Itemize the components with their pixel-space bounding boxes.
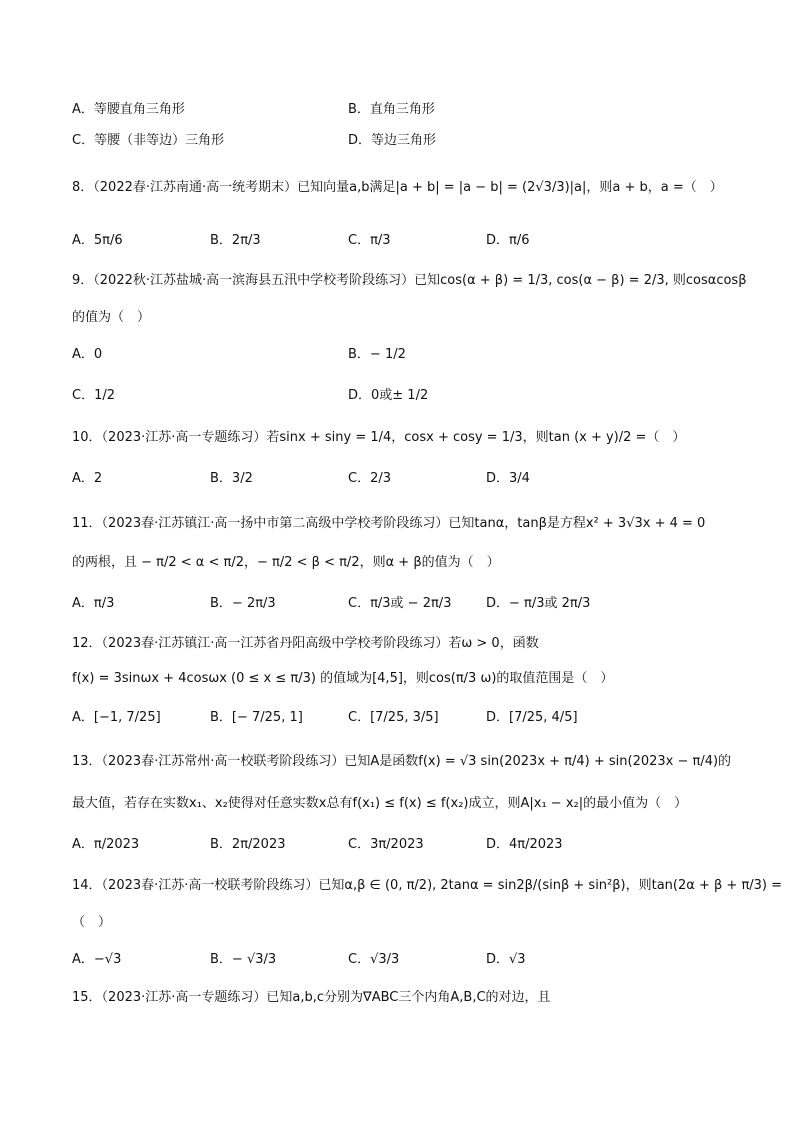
q11-option-c[interactable]: C．π/3或 − 2π/3 [348,596,452,611]
q10-option-a[interactable]: A．2 [72,471,103,486]
q12-option-c[interactable]: C．[7/25, 3/5] [348,710,439,725]
q9-option-a[interactable]: A．0 [72,347,103,362]
q10-option-d[interactable]: D．3/4 [486,471,530,486]
q15-stem: 15．（2023·江苏·高一专题练习）已知a,b,c分别为∇ABC三个内角A,B,C的对边，且 [72,990,551,1005]
q8-option-d[interactable]: D．π/6 [486,233,530,248]
q7-option-c[interactable]: C．等腰（非等边）三角形 [72,133,225,148]
q9-option-d[interactable]: D．0或± 1/2 [348,388,429,403]
q14-stem-cont: （ ） [72,915,112,930]
q12-option-a[interactable]: A．[−1, 7/25] [72,710,161,725]
q11-option-b[interactable]: B．− 2π/3 [210,596,276,611]
q10-option-b[interactable]: B．3/2 [210,471,253,486]
q13-stem-cont: 最大值，若存在实数x₁、x₂使得对任意实数x总有f(x₁) ≤ f(x) ≤ f(x₂)成立，则A|x₁ − x₂|的最小值为（ ） [72,796,688,811]
q8-option-a[interactable]: A．5π/6 [72,233,123,248]
q12-stem-cont: f(x) = 3sinωx + 4cosωx (0 ≤ x ≤ π/3) 的值域为[4,5]，则cos(π/3 ω)的取值范围是（ ） [72,671,614,686]
q10-stem: 10．（2023·江苏·高一专题练习）若sinx + siny = 1/4，cosx + cosy = 1/3，则tan (x + y)/2 =（ ） [72,430,686,445]
q8-stem: 8．（2022春·江苏南通·高一统考期末）已知向量a,b满足|a + b| = |a − b| = (2√3/3)|a|，则a + b，a =（ ） [72,180,723,195]
q12-option-b[interactable]: B．[− 7/25, 1] [210,710,303,725]
q11-option-d[interactable]: D．− π/3或 2π/3 [486,596,591,611]
q11-stem-cont: 的两根，且 − π/2 < α < π/2，− π/2 < β < π/2，则α + β的值为（ ） [72,555,500,570]
q13-option-c[interactable]: C．3π/2023 [348,837,424,852]
q9-option-c[interactable]: C．1/2 [72,388,115,403]
q13-option-a[interactable]: A．π/2023 [72,837,140,852]
q8-option-b[interactable]: B．2π/3 [210,233,261,248]
q12-stem: 12．（2023春·江苏镇江·高一江苏省丹阳高级中学校考阶段练习）若ω > 0，函数 [72,636,539,651]
q11-stem: 11．（2023春·江苏镇江·高一扬中市第二高级中学校考阶段练习）已知tanα，tanβ是方程x² + 3√3x + 4 = 0 [72,516,706,531]
q7-option-a[interactable]: A．等腰直角三角形 [72,102,185,117]
q7-option-b[interactable]: B．直角三角形 [348,102,435,117]
q14-option-c[interactable]: C．√3/3 [348,952,400,967]
q14-option-a[interactable]: A．−√3 [72,952,122,967]
q10-option-c[interactable]: C．2/3 [348,471,391,486]
q13-stem: 13．（2023春·江苏常州·高一校联考阶段练习）已知A是函数f(x) = √3 sin(2023x + π/4) + sin(2023x − π/4)的 [72,754,732,769]
q14-option-d[interactable]: D．√3 [486,952,526,967]
q13-option-d[interactable]: D．4π/2023 [486,837,563,852]
q9-stem: 9．（2022秋·江苏盐城·高一滨海县五汛中学校考阶段练习）已知cos(α + β) = 1/3, cos(α − β) = 2/3, 则cosαcosβ [72,273,747,288]
q14-stem: 14．（2023春·江苏·高一校联考阶段练习）已知α,β ∈ (0, π/2), 2tanα = sin2β/(sinβ + sin²β)，则tan(2α + β + π/3) = [72,878,783,893]
q13-option-b[interactable]: B．2π/2023 [210,837,286,852]
q7-option-d[interactable]: D．等边三角形 [348,133,437,148]
q14-option-b[interactable]: B．− √3/3 [210,952,277,967]
q8-option-c[interactable]: C．π/3 [348,233,391,248]
q9-stem-cont: 的值为（ ） [72,310,151,325]
q12-option-d[interactable]: D．[7/25, 4/5] [486,710,578,725]
q11-option-a[interactable]: A．π/3 [72,596,115,611]
q9-option-b[interactable]: B．− 1/2 [348,347,406,362]
